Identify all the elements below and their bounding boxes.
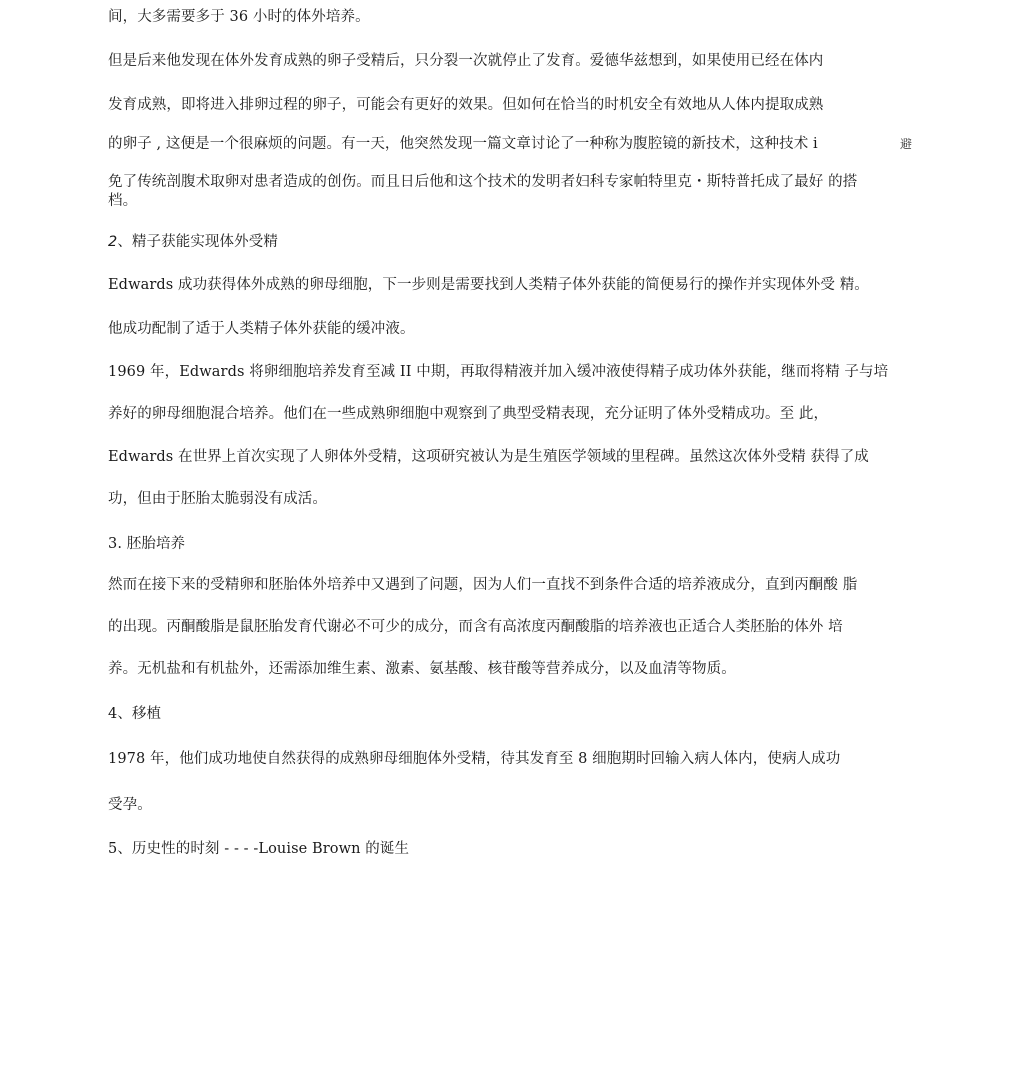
section-number: 2 xyxy=(108,234,118,250)
paragraph-line: 的卵子 , 这便是一个很麻烦的问题。有一天，他突然发现一篇文章讨论了一种称为腹腔镜的新技术，这种技术 i xyxy=(108,136,818,152)
paragraph-line: 然而在接下来的受精卵和胚胎体外培养中又遇到了问题，因为人们一直找不到条件合适的培养液成分，直到丙酮酸 脂 xyxy=(108,577,858,593)
section-heading: 4、移植 xyxy=(108,706,162,722)
paragraph-line: Edwards 在世界上首次实现了人卵体外受精，这项研究被认为是生殖医学领域的里程碑。虽然这次体外受精 获得了成 xyxy=(108,449,869,465)
paragraph-line: 发育成熟，即将进入排卵过程的卵子，可能会有更好的效果。但如何在恰当的时机安全有效地从人体内提取成熟 xyxy=(108,97,824,113)
paragraph-line: 档。 xyxy=(108,193,138,209)
paragraph-line: 间，大多需要多于 36 小时的体外培养。 xyxy=(108,9,370,25)
section-heading xyxy=(108,233,278,251)
paragraph-line: 他成功配制了适于人类精子体外获能的缓冲液。 xyxy=(108,321,415,337)
paragraph-line: 免了传统剖腹术取卵对患者造成的创伤。而且日后他和这个技术的发明者妇科专家帕特里克・斯特普托成了最好 的搭 xyxy=(108,174,858,190)
section-heading: 3. 胚胎培养 xyxy=(108,536,186,552)
paragraph-line: Edwards 成功获得体外成熟的卵母细胞，下一步则是需要找到人类精子体外获能的简便易行的操作并实现体外受 精。 xyxy=(108,277,869,293)
section-heading-text: 、精子获能实现体外受精 xyxy=(117,234,278,250)
paragraph-line: 的出现。丙酮酸脂是鼠胚胎发育代谢必不可少的成分，而含有高浓度丙酮酸脂的培养液也正适合人类胚胎的体外 培 xyxy=(108,619,843,635)
paragraph-line: 养。无机盐和有机盐外，还需添加维生素、激素、氨基酸、核苷酸等营养成分，以及血清等物质。 xyxy=(108,661,736,677)
section-heading: 5、历史性的时刻 - - - -Louise Brown 的诞生 xyxy=(108,841,410,857)
paragraph-line: 但是后来他发现在体外发育成熟的卵子受精后，只分裂一次就停止了发育。爱德华兹想到，如果使用已经在体内 xyxy=(108,53,824,69)
paragraph-line: 1978 年，他们成功地使自然获得的成熟卵母细胞体外受精，待其发育至 8 细胞期时回输入病人体内，使病人成功 xyxy=(108,751,841,767)
paragraph-line: 功，但由于胚胎太脆弱没有成活。 xyxy=(108,491,327,507)
paragraph-line: 受孕。 xyxy=(108,797,152,813)
stray-mark: 避 xyxy=(900,137,913,151)
paragraph-line: 养好的卵母细胞混合培养。他们在一些成熟卵细胞中观察到了典型受精表现，充分证明了体外受精成功。至 此， xyxy=(108,406,829,422)
paragraph-line: 1969 年，Edwards 将卵细胞培养发育至减 II 中期，再取得精液并加入缓冲液使得精子成功体外获能，继而将精 子与培 xyxy=(108,364,889,380)
